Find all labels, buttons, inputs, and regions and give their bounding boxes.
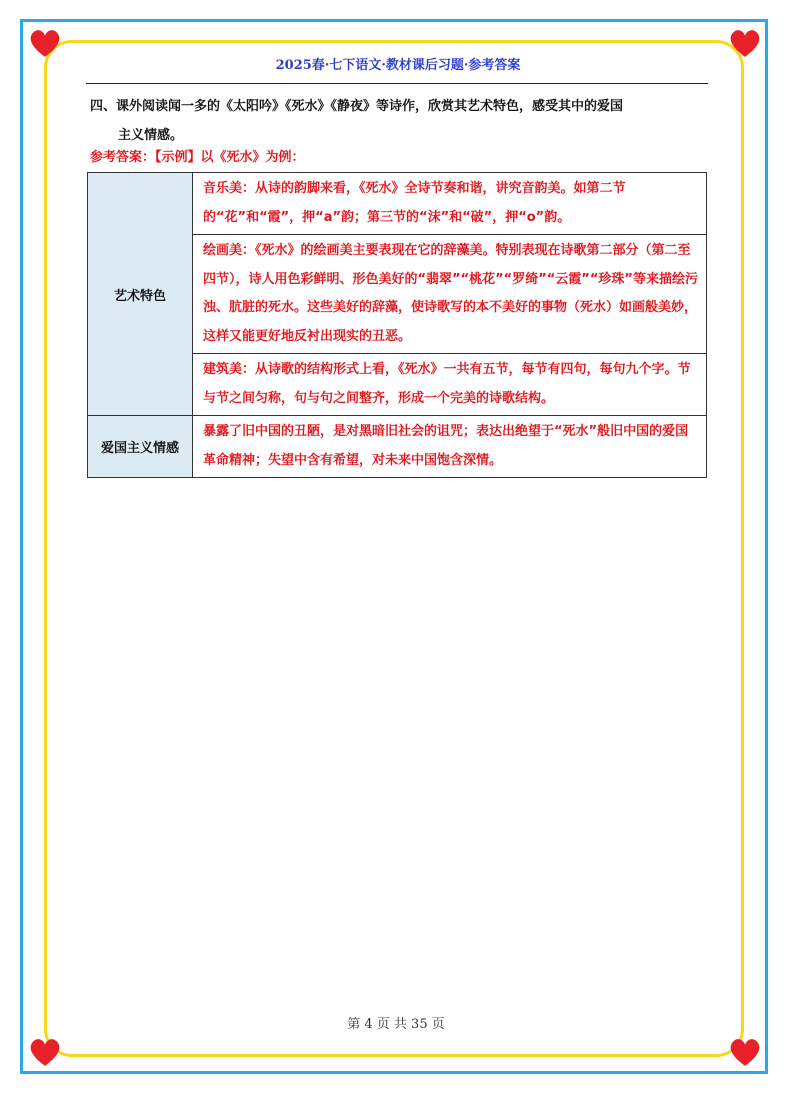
cell-music-beauty: 音乐美：从诗的韵脚来看，《死水》全诗节奏和谐，讲究音韵美。如第二节的“花”和“霞”，押“a”韵；第三节的“沫”和“破”，押“o”韵。	[193, 173, 707, 235]
header-divider	[86, 83, 708, 84]
heart-icon	[28, 1036, 62, 1068]
table-row	[88, 173, 707, 235]
question-text	[90, 92, 710, 150]
heart-icon	[728, 27, 762, 59]
table-row	[88, 416, 707, 478]
answer-intro: 参考答案：【示例】以《死水》为例：	[90, 150, 305, 165]
cell-patriotism: 暴露了旧中国的丑陋，是对黑暗旧社会的诅咒；表达出绝望于“死水”般旧中国的爱国革命精神；失望中含有希望，对未来中国饱含深情。	[193, 416, 707, 478]
cell-painting-beauty: 绘画美：《死水》的绘画美主要表现在它的辞藻美。特别表现在诗歌第二部分（第二至四节），诗人用色彩鲜明、形色美好的“翡翠”“桃花”“罗绮”“云霞”“珍珠”等来描绘污浊、肮脏的死水。这些美好的辞藻，使诗歌写的本不美好的事物（死水）如画般美妙，这样又能更好地反衬出现实的丑恶。	[193, 235, 707, 354]
cell-architecture-beauty: 建筑美：从诗歌的结构形式上看，《死水》一共有五节，每节有四句，每句九个字。节与节之间匀称，句与句之间整齐，形成一个完美的诗歌结构。	[193, 354, 707, 416]
heart-icon	[28, 27, 62, 59]
page-header-title: 2025春·七下语文·教材课后习题·参考答案	[275, 58, 521, 73]
row-label-patriotism: 爱国主义情感	[88, 416, 193, 478]
question-line-2: 主义情感。	[118, 128, 184, 143]
answer-table	[87, 172, 707, 478]
heart-icon	[728, 1036, 762, 1068]
question-line-1: 四、课外阅读闻一多的《太阳吟》《死水》《静夜》等诗作，欣赏其艺术特色，感受其中的爱国	[90, 99, 624, 114]
page-number-footer: 第 4 页 共 35 页	[347, 1017, 445, 1032]
row-label-art: 艺术特色	[88, 173, 193, 416]
